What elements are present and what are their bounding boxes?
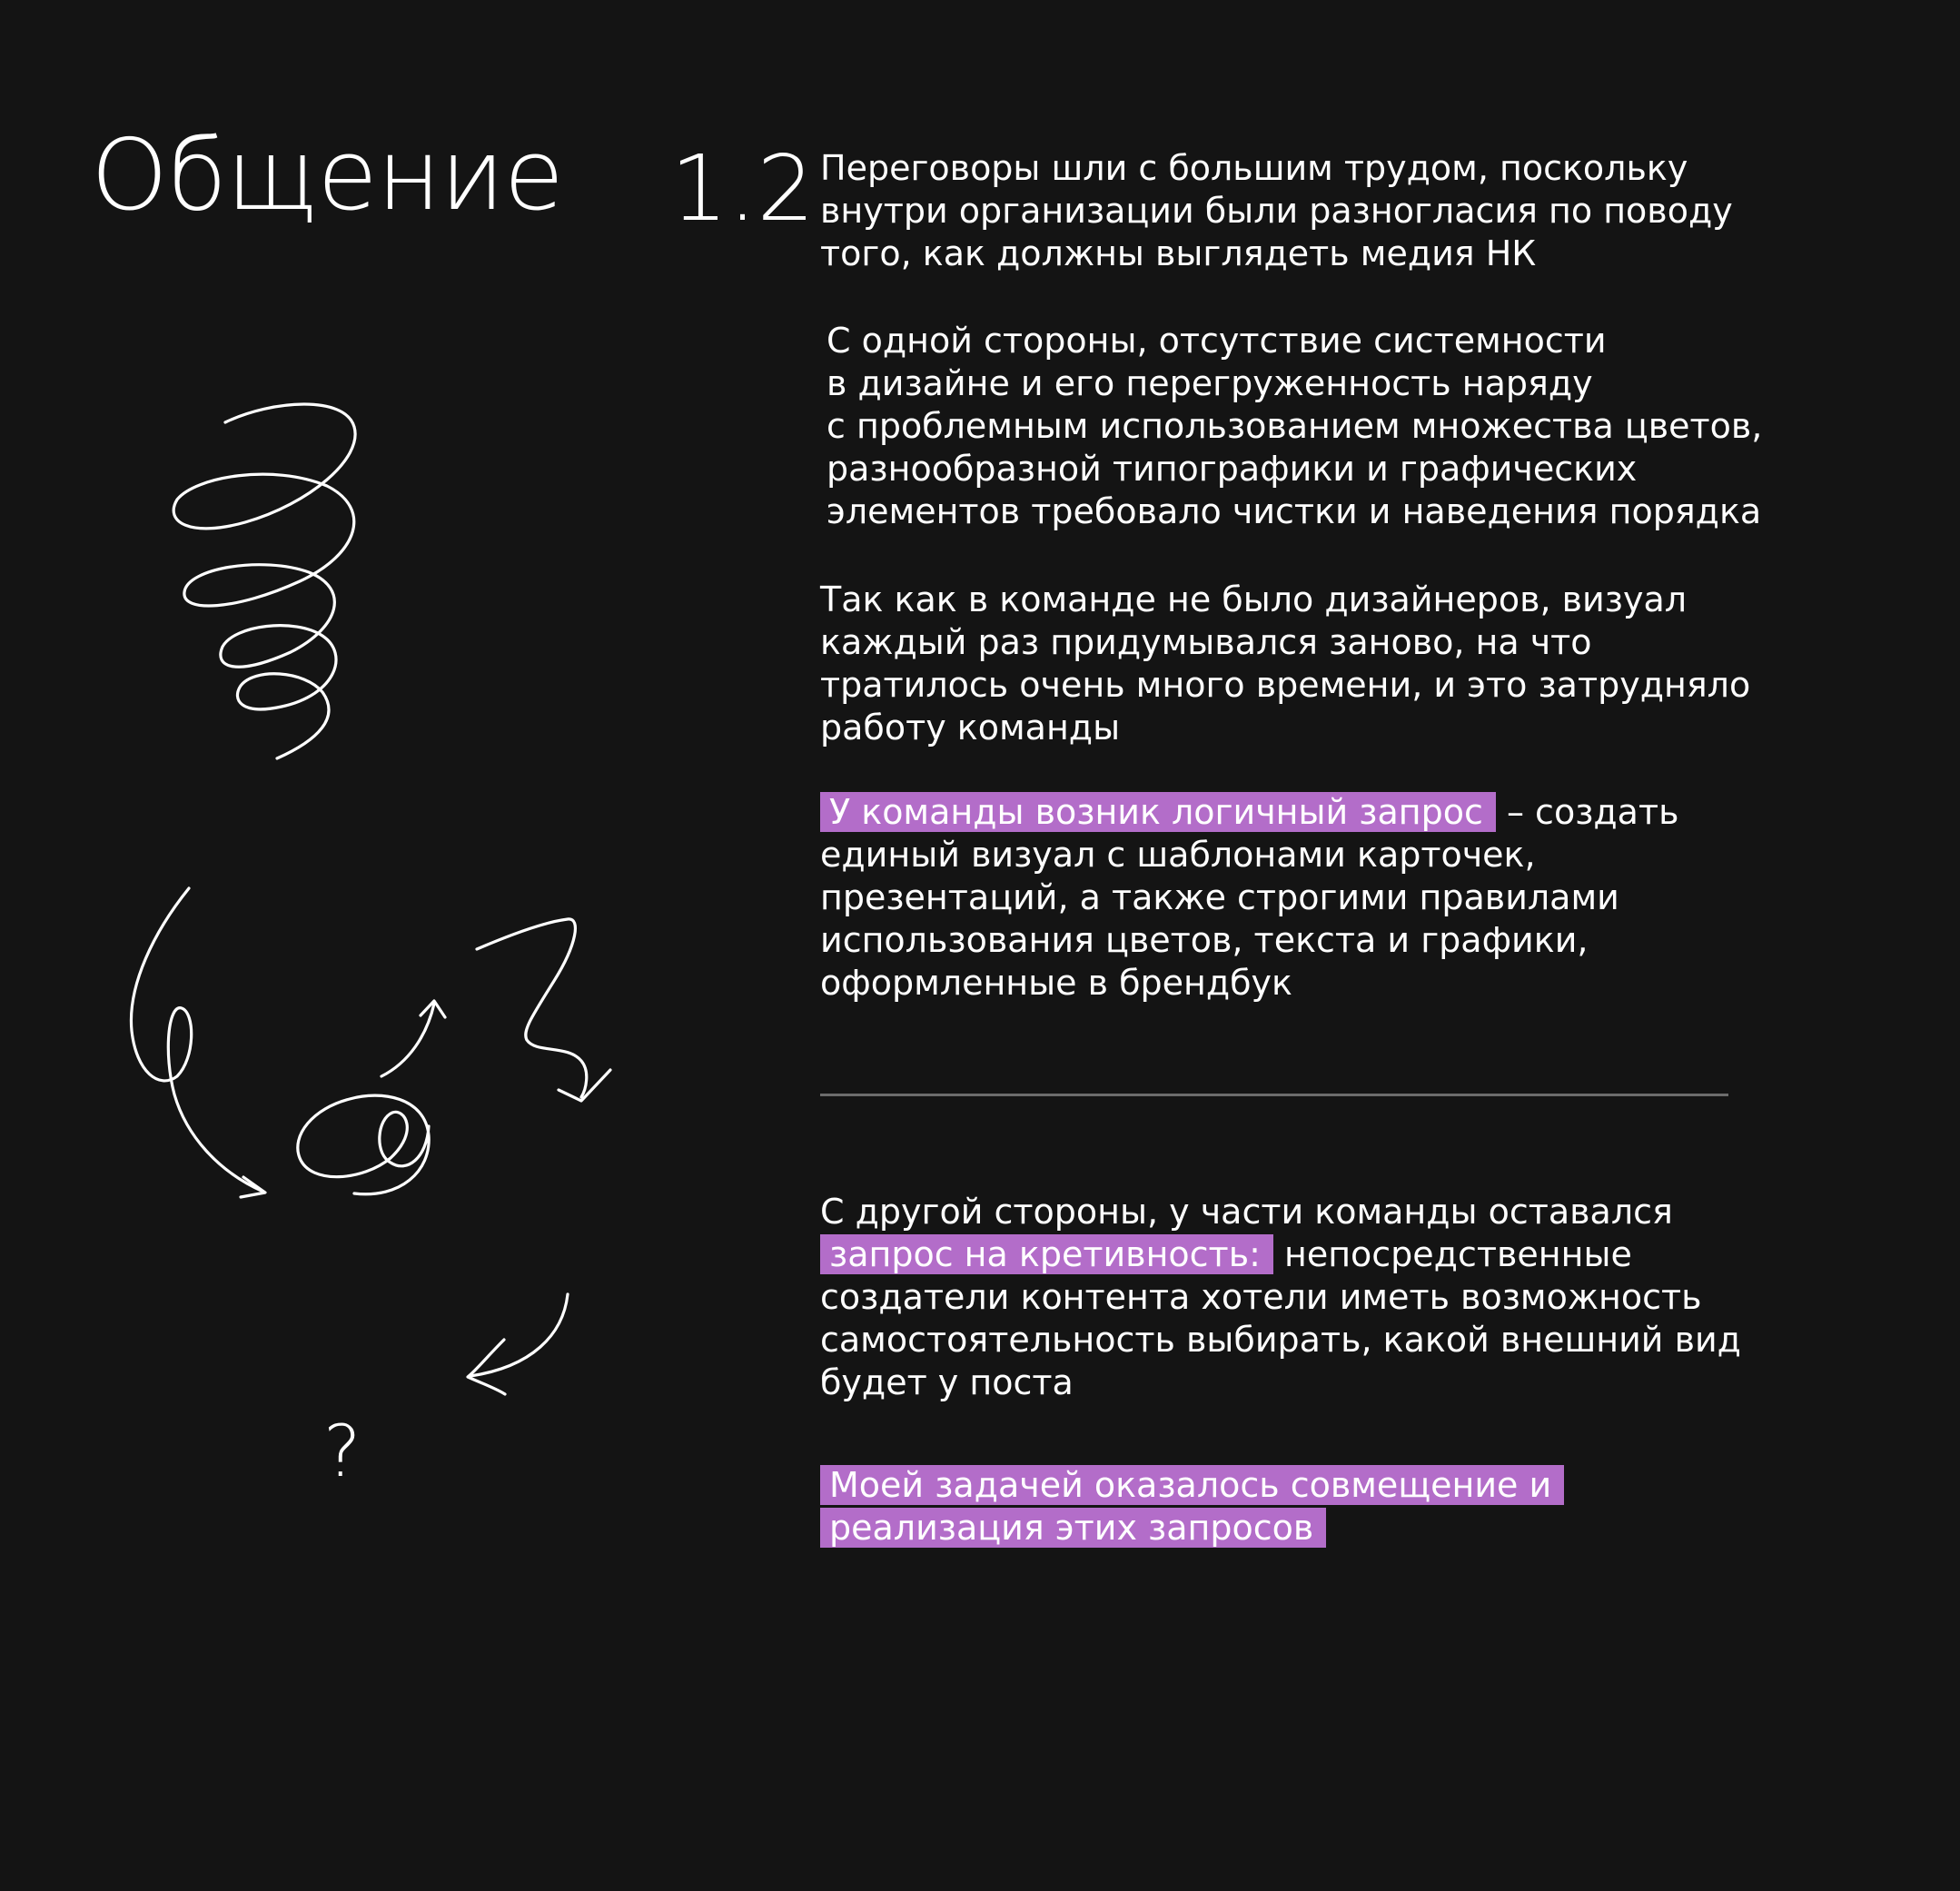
text-line: того, как должны выглядеть медия НК	[820, 233, 1537, 273]
paragraph-team-request	[820, 791, 1737, 1005]
text-line: каждый раз придумывался заново, на что	[820, 622, 1592, 662]
loop-arrow-doodle	[131, 888, 263, 1192]
curved-arrow-doodle	[470, 1294, 568, 1376]
text-line: создатели контента хотели иметь возможность	[820, 1277, 1702, 1317]
paragraph-my-task	[820, 1464, 1737, 1549]
text-line	[820, 1464, 1737, 1507]
curl-arrow-doodle	[298, 1095, 429, 1194]
text-line	[820, 1507, 1737, 1549]
text-line: презентаций, а также строгими правилами	[820, 877, 1619, 917]
text-line: в дизайне и его перегруженность наряду	[827, 363, 1593, 403]
text-line: работу команды	[820, 708, 1121, 747]
text-line: С одной стороны, отсутствие системности	[827, 321, 1607, 361]
highlight-creativity-request: запрос на кретивность:	[820, 1234, 1273, 1274]
text-line: оформленные в брендбук	[820, 963, 1292, 1003]
paragraph-negotiations	[820, 147, 1737, 275]
text-line: С другой стороны, у части команды оставался	[820, 1192, 1673, 1232]
paragraph-one-side	[827, 320, 1763, 533]
text-line	[820, 791, 1737, 834]
arrowhead	[468, 1340, 505, 1394]
text-line: Переговоры шли с большим трудом, поскольку	[820, 148, 1688, 188]
section-number: 1.2	[670, 135, 816, 242]
divider	[820, 1094, 1728, 1096]
page-title: Общение	[91, 119, 564, 233]
curl-arrow-doodle-tail	[381, 1004, 434, 1076]
highlight-team-request: У команды возник логичный запрос	[820, 792, 1496, 832]
text-line: разнообразной типографики и графических	[827, 449, 1638, 489]
text-line: внутри организации были разногласия по поводу	[820, 191, 1733, 231]
doodles-illustration	[0, 0, 817, 1635]
text-line: использования цветов, текста и графики,	[820, 920, 1589, 960]
text-line: самостоятельность выбирать, какой внешний вид	[820, 1320, 1741, 1360]
highlight-my-task: Моей задачей оказалось совмещение и	[820, 1465, 1564, 1505]
text-fragment: непосредственные	[1272, 1234, 1632, 1274]
text-fragment: – создать	[1495, 792, 1679, 832]
paragraph-no-designers	[820, 579, 1751, 749]
text-line: Так как в команде не было дизайнеров, визуал	[820, 579, 1688, 619]
zigzag-arrow-doodle	[477, 919, 587, 1097]
text-line	[820, 1233, 1737, 1276]
paragraph-other-side	[820, 1191, 1741, 1404]
text-line: будет у поста	[820, 1362, 1074, 1402]
text-line: тратилось очень много времени, и это затрудняло	[820, 665, 1751, 705]
highlight-my-task: реализация этих запросов	[820, 1508, 1326, 1548]
text-line: элементов требовало чистки и наведения порядка	[827, 491, 1762, 531]
question-mark: ?	[323, 1411, 361, 1493]
text-line: единый визуал с шаблонами карточек,	[820, 835, 1536, 875]
spiral-doodle	[173, 404, 355, 758]
text-line: с проблемным использованием множества цветов,	[827, 406, 1763, 446]
